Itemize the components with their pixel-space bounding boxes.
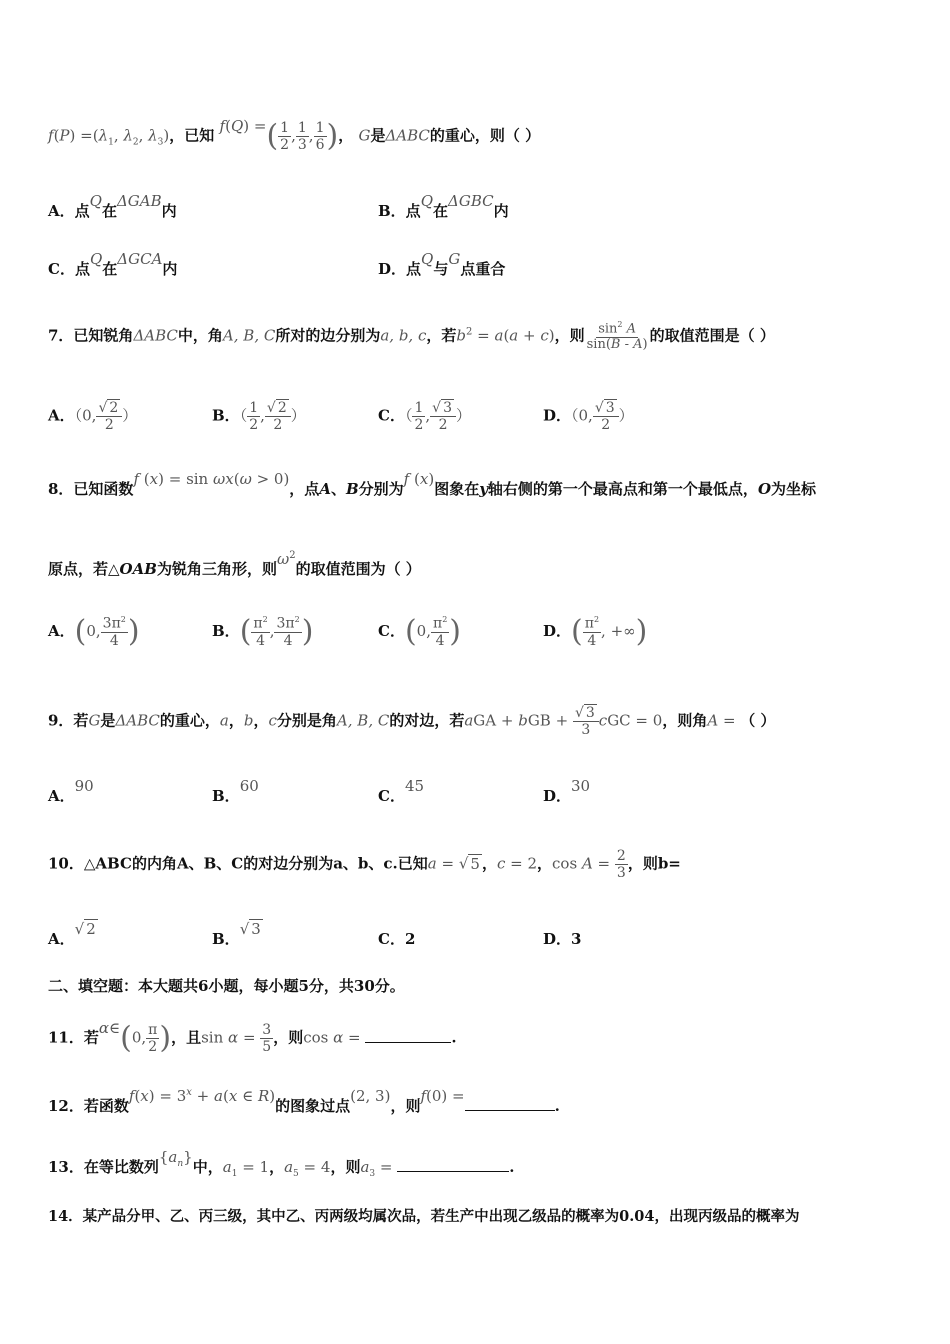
q6-option-b[interactable]: B．点Q在ΔGBC内 (378, 192, 509, 220)
q12-answer-blank[interactable] (465, 1108, 555, 1111)
q14-stem: 14．某产品分甲、乙、丙三级，其中乙、丙两级均属次品，若生产中出现乙级品的概率为0.04，出现丙级品的概率为 (48, 1208, 800, 1225)
section-heading-fill-in: 二、填空题：本大题共6小题，每小题5分，共30分。 (48, 977, 405, 995)
q7-option-b[interactable]: B．（ $\frac{1}{2}$ , $\frac{√ 2}{2}$ ） (212, 400, 306, 434)
q8-option-a[interactable]: A．(0, $\frac{3\pi^2}{4}$ ) (48, 613, 140, 649)
q10-option-a[interactable]: A．√ 2 (48, 920, 96, 948)
q8-option-d[interactable]: D．( $\frac{\pi^2}{4}$ , +∞) (543, 613, 648, 649)
q11-answer-blank[interactable] (365, 1040, 451, 1043)
q6-stem: $f(P) =(\lambda_1$, $\lambda_2$, $\lambda_3$)，已知 f(Q) =( $\frac{1}{2}$ , $\frac{1}{3}$ , $\frac{1}{6}$ )， G是ΔABC的重心，则（ ） (48, 116, 541, 154)
q7-option-a[interactable]: A．（0, $\frac{√ 2}{2}$ ） (48, 400, 138, 434)
q9-option-d[interactable]: D．30 (543, 777, 591, 805)
q7-option-c[interactable]: C．（ $\frac{1}{2}$ , $\frac{√ 3}{2}$ ） (378, 400, 472, 434)
q8-option-b[interactable]: B．( $\frac{\pi^2}{4}$ , $\frac{3\pi^2}{4}$ ) (212, 613, 314, 649)
q10-option-d[interactable]: D．3 (543, 930, 582, 948)
q7-stem: 7．已知锐角ΔABC中，角A, B, C所对的边分别为a, b, c，若$b^2 = a(a + c)$，则 $\frac{\sin^2 A}{\sin(B - A)}$ 的取值范围是（ ） (48, 320, 775, 353)
q10-option-b[interactable]: B．√ 3 (212, 920, 261, 948)
q13-stem: 13．在等比数列$\{a_n\}$中，$a_1 = 1$，$a_5 = 4$，则$a_3$ = . (48, 1148, 515, 1179)
q9-option-c[interactable]: C．45 (378, 777, 425, 805)
q9-option-a[interactable]: A．90 (48, 777, 94, 805)
q9-stem: 9．若G是ΔABC的重心，a，b，c分别是角A, B, C的对边，若aGA + bGB + $\frac{√ 3}{3}$ cGC = 0，则角A = （ ） (48, 705, 776, 739)
q13-answer-blank[interactable] (397, 1169, 509, 1172)
q6-option-a[interactable]: A．点Q在ΔGAB内 (48, 192, 177, 220)
q10-option-c[interactable]: C．2 (378, 930, 416, 948)
q9-option-b[interactable]: B．60 (212, 777, 259, 805)
q6-text-known: ，已知 (169, 126, 215, 145)
q6-option-d[interactable]: D．点Q与G点重合 (378, 250, 506, 278)
q8-stem-line2: 原点，若△OAB为锐角三角形，则$\omega^2$的取值范围为（ ） (48, 550, 421, 578)
q12-stem: 12．若函数$f(x) = 3^x + a(x$ ∈ R)的图象过点(2, 3)，则f(0) =. (48, 1087, 560, 1115)
q6-option-c[interactable]: C．点Q在ΔGCA内 (48, 250, 178, 278)
q10-stem: 10．△ABC的内角A、B、C的对边分别为a、b、c.已知a = √ 5 ，c = 2，cos A = $\frac{2}{3}$ ，则b= (48, 848, 681, 882)
q8-stem-line1: 8．已知函数f (x) = sin ωx(ω > 0)，点A、B分别为f (x)图象在y轴右侧的第一个最高点和第一个最低点，O为坐标 (48, 470, 817, 498)
q8-option-c[interactable]: C．(0, $\frac{\pi^2}{4}$ ) (378, 613, 461, 649)
q7-option-d[interactable]: D．（0, $\frac{√ 3}{2}$ ） (543, 400, 634, 434)
q11-stem: 11．若α∈(0, $\frac{\pi}{2}$ )，且sin α = $\frac{3}{5}$ ，则cos α = . (48, 1018, 457, 1056)
